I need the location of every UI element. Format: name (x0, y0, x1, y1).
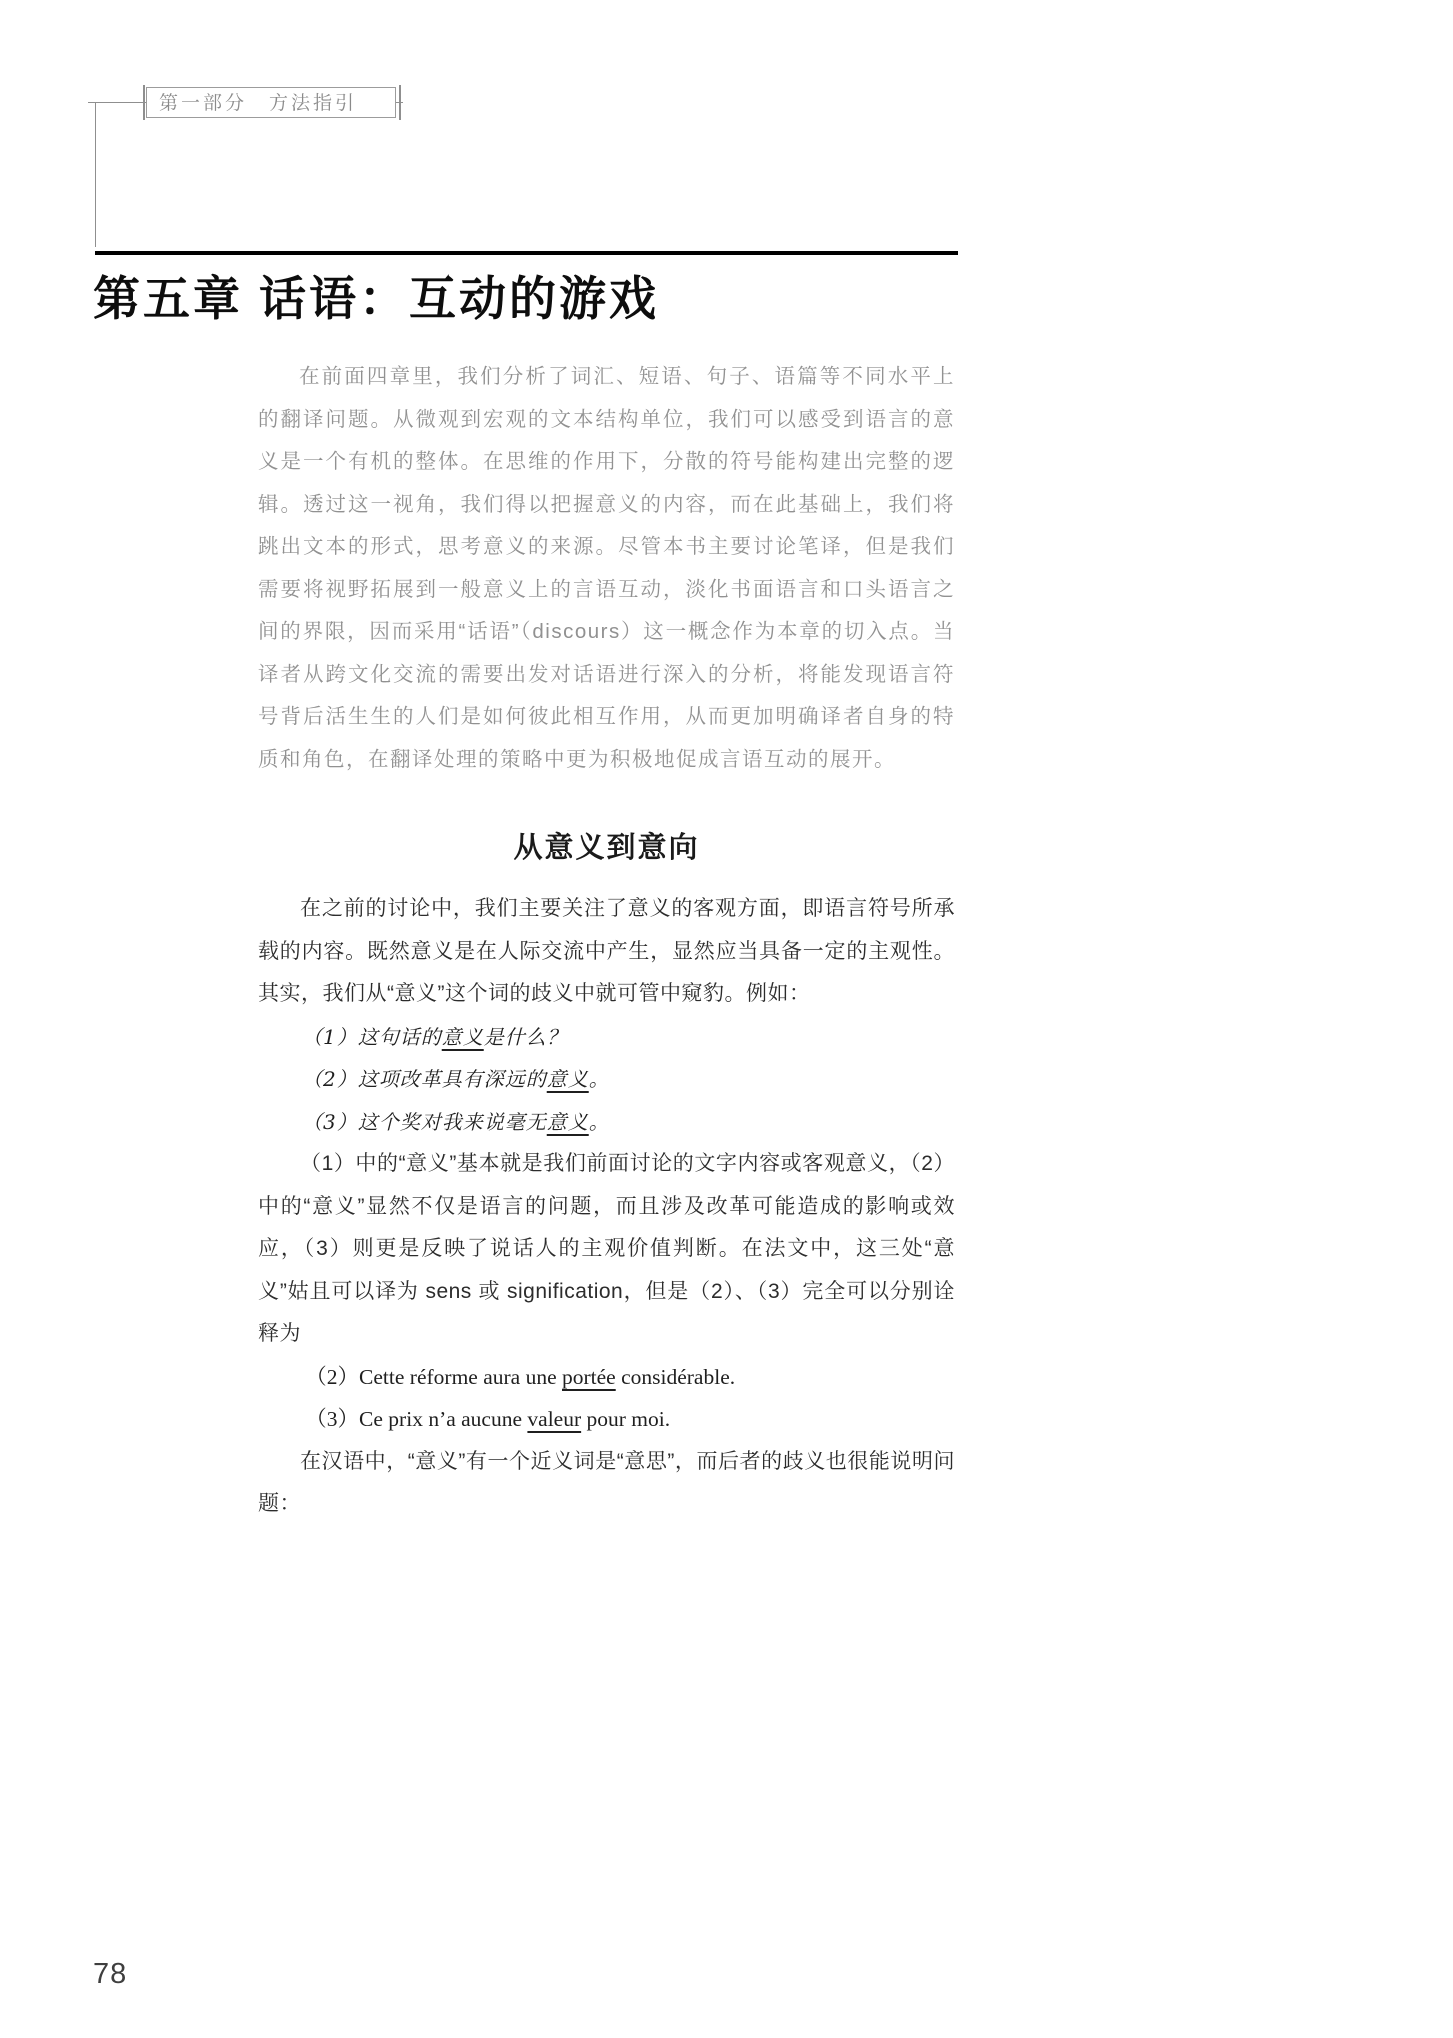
example-fr-2: （3）Ce prix n’a aucune valeur pour moi. (305, 1407, 671, 1431)
example-cn-3: （3）这个奖对我来说毫无意义。 (302, 1109, 610, 1134)
chapter-rule (95, 251, 958, 255)
paragraph-2: （1）中的“意义”基本就是我们前面讨论的文字内容或客观意义，（2）中的“意义”显然不仅是语言的问题，而且涉及改革可能造成的影响或效应，（3）则更是反映了说话人的主观价值判断。在法文中，这三处“意义”姑且可以译为 sens 或 signification，但是（2）、（3）完全可以分别诠释为 (258, 1152, 955, 1345)
chapter-title: 第五章 话语：互动的游戏 (93, 272, 660, 325)
page-number: 78 (93, 1958, 128, 1990)
example-cn-1: （1）这句话的意义是什么？ (302, 1024, 568, 1049)
part-header-box (146, 87, 396, 118)
margin-vertical-line (95, 103, 96, 247)
header-tick-right (399, 85, 401, 120)
content-column (258, 356, 955, 1526)
intro-paragraph: 在前面四章里，我们分析了词汇、短语、句子、语篇等不同水平上的翻译问题。从微观到宏观的文本结构单位，我们可以感受到语言的意义是一个有机的整体。在思维的作用下，分散的符号能构建出完整的逻辑。透过这一视角，我们得以把握意义的内容，而在此基础上，我们将跳出文本的形式，思考意义的来源。尽管本书主要讨论笔译，但是我们需要将视野拓展到一般意义上的言语互动，淡化书面语言和口头语言之间的界限，因而采用“话语”（discours）这一概念作为本章的切入点。当译者从跨文化交流的需要出发对话语进行深入的分析，将能发现语言符号背后活生生的人们是如何彼此相互作用，从而更加明确译者自身的特质和角色，在翻译处理的策略中更为积极地促成言语互动的展开。 (258, 365, 955, 771)
header-tick-left (143, 85, 145, 120)
paragraph-3: 在汉语中，“意义”有一个近义词是“意思”，而后者的歧义也很能说明问题： (258, 1449, 955, 1515)
paragraph-1: 在之前的讨论中，我们主要关注了意义的客观方面，即语言符号所承载的内容。既然意义是在人际交流中产生，显然应当具备一定的主观性。其实，我们从“意义”这个词的歧义中就可管中窥豹。例如： (258, 897, 955, 1005)
section-title: 从意义到意向 (513, 832, 700, 864)
example-fr-1: （2）Cette réforme aura une portée considérable. (305, 1364, 736, 1389)
part-header-label: 第一部分 方法指引 (159, 93, 358, 114)
example-cn-2: （2）这项改革具有深远的意义。 (302, 1067, 610, 1091)
